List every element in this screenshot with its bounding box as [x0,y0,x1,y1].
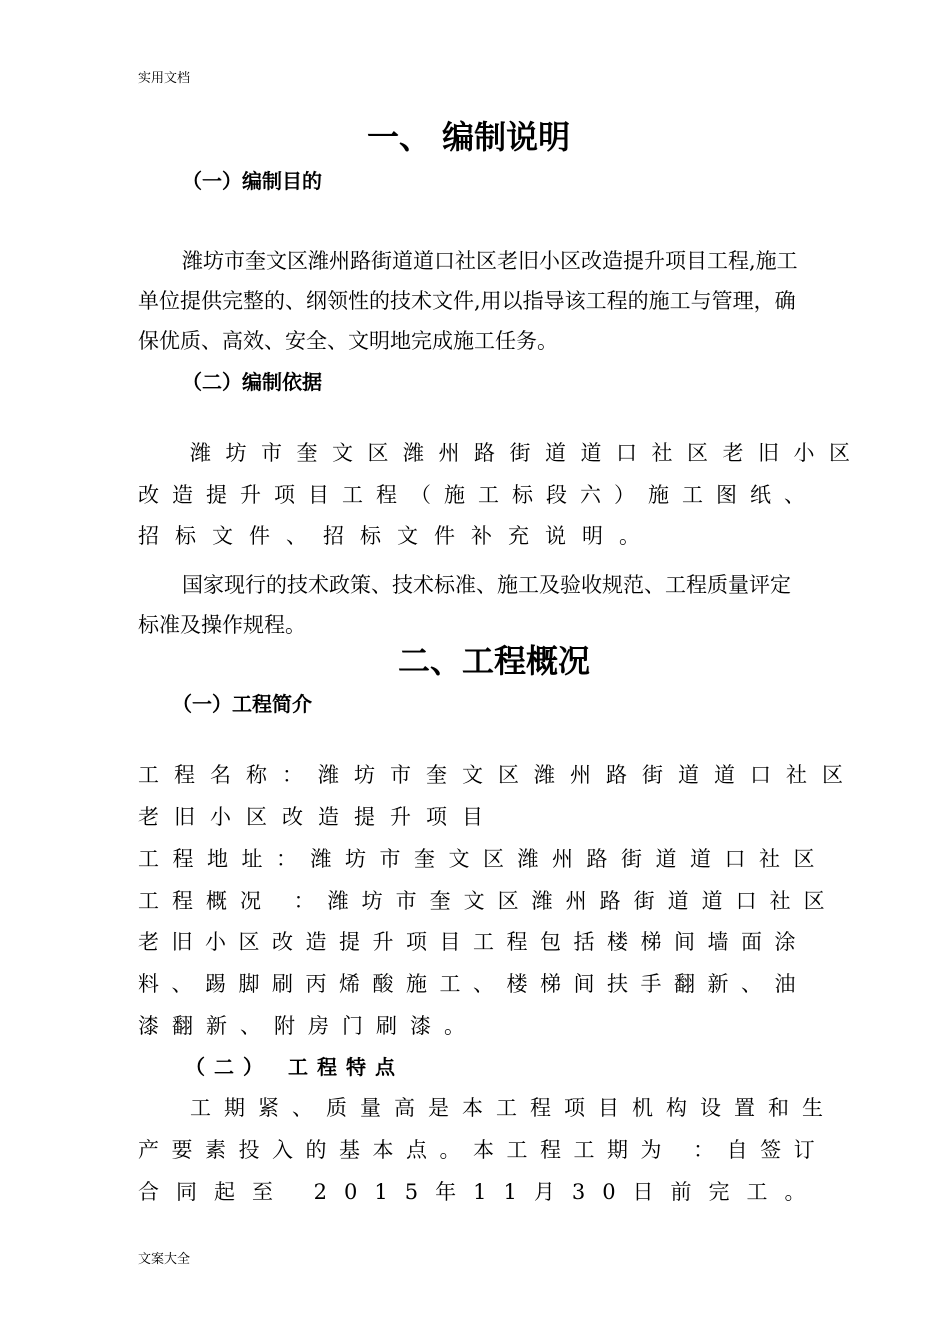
p2-line2: 改造提升项目工程（施工标段六）施工图纸、 [138,483,818,507]
overview-line4: 漆翻新、附房门刷漆。 [138,1014,478,1038]
overview-line2: 老旧小区改造提升项目工程包括楼梯间墙面涂 [138,930,808,954]
p2-line3: 招标文件、招标文件补充说明。 [138,524,656,548]
p1-line1: 潍坊市奎文区潍州路街道道口社区老旧小区改造提升项目工程,施工 [182,249,798,273]
address-line1: 工程地址：潍坊市奎文区潍州路街道道口社区 [138,847,828,871]
feature-line2: 产要素投入的基本点。本工程工期为 ：自签订 [138,1138,828,1162]
name-line1: 工程名称：潍坊市奎文区潍州路街道道口社区 [138,763,858,787]
section2-sub2: （二） 工程特点 [185,1055,404,1079]
overview-line3: 料、踢脚刷丙烯酸施工、楼梯间扶手翻新、油 [138,972,808,996]
section2-title: 二、工程概况 [398,642,591,680]
feature-line1: 工期紧、质量高是本工程项目机构设置和生 [190,1096,836,1120]
page-footer: 文案大全 [138,1252,191,1267]
feature-line3: 合同起至 2015年11月30日前完工。 [138,1180,823,1204]
p3-line1: 国家现行的技术政策、技术标准、施工及验收规范、工程质量评定 [182,573,791,597]
page-header: 实用文档 [138,71,191,86]
section1-sub1: （一）编制目的 [182,169,322,193]
section2-sub1: （一）工程简介 [172,692,312,716]
p1-line3: 保优质、高效、安全、文明地完成施工任务。 [138,329,558,353]
section1-title: 一、 编制说明 [367,118,571,156]
name-line2: 老旧小区改造提升项目 [138,805,498,829]
p2-line1: 潍坊市奎文区潍州路街道道口社区老旧小区 [190,441,865,465]
overview-line1: 工程概况 ：潍坊市奎文区潍州路街道道口社区 [138,889,838,913]
section1-sub2: （二）编制依据 [182,370,322,394]
p1-line2: 单位提供完整的、纲领性的技术文件,用以指导该工程的施工与管理，确 [138,289,796,313]
p3-line2: 标准及操作规程。 [138,613,306,637]
